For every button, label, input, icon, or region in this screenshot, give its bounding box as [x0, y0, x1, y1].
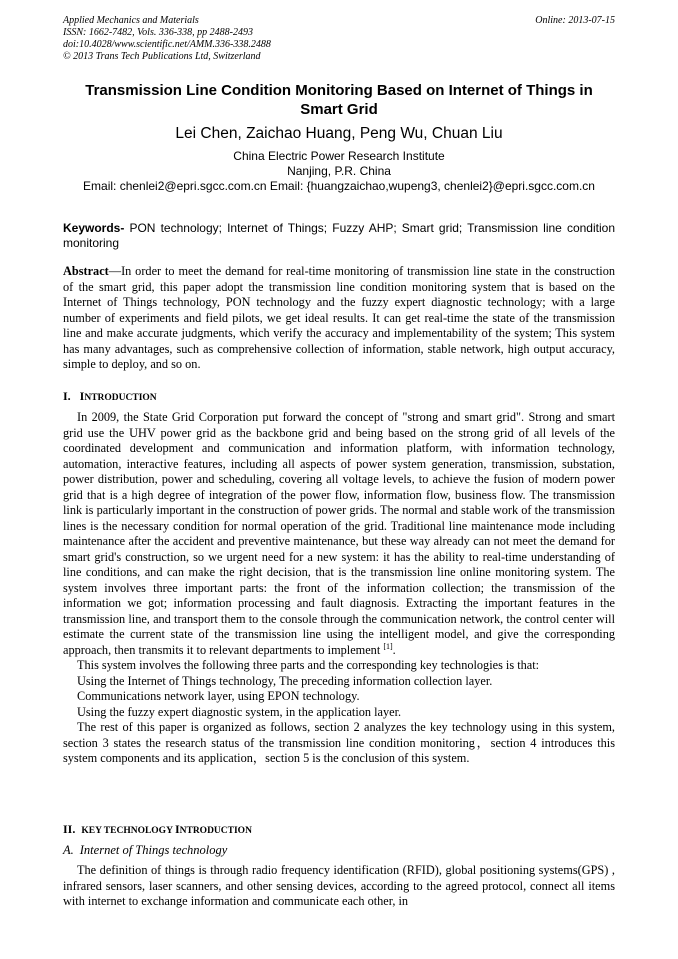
section-title-initial: I [79, 389, 85, 403]
keywords [63, 221, 615, 251]
copyright-line: © 2013 Trans Tech Publications Ltd, Switzerland [63, 51, 261, 62]
affiliation-institute: China Electric Power Research Institute [233, 149, 445, 163]
issn-line: ISSN: 1662-7482, Vols. 336-338, pp 2488-2493 [63, 27, 253, 38]
intro-paragraph-end: . [392, 642, 396, 657]
section-title-part1: KEY TECHNOLOGY [81, 826, 175, 836]
section-number: I. [63, 389, 71, 403]
section-number: II. [63, 822, 76, 836]
journal-header [63, 15, 615, 63]
intro-paragraph: The rest of this paper is organized as follows, section 2 analyzes the key technology using in this system, section 3 states the research status of the transmission line condition monitoring，section 4 introduces this system components and its application，section 5 is the conclusion of this system. [63, 720, 615, 765]
affiliation [40, 149, 638, 194]
iot-body [63, 863, 615, 910]
abstract [63, 264, 615, 373]
subsection-title: Internet of Things technology [79, 843, 228, 857]
abstract-text: —In order to meet the demand for real-time monitoring of transmission line state in the construction of the smart grid, this paper adopt the transmission line condition monitoring system that is based on the Internet of Things technology, PON technology and the fuzzy expert diagnostic technology; with a large number of experiments and field pilots, we get ideal results. It can get real-time the state of the transmission line and make accurate judgments, which verify the accuracy and implementability of the system; This system has many advantages, such as comprehensive collection of information, stable network, high output accuracy, simple to deploy, and so on. [63, 264, 615, 371]
online-date: Online: 2013-07-15 [535, 15, 615, 26]
subsection-number: A. [63, 843, 74, 857]
section-heading-introduction [63, 389, 157, 406]
affiliation-location: Nanjing, P.R. China [287, 164, 391, 178]
list-item: Communications network layer, using EPON technology. [77, 689, 360, 703]
section-title-rest: NTRODUCTION [84, 393, 157, 403]
intro-paragraph: This system involves the following three parts and the corresponding key technologies is that: [77, 658, 540, 672]
introduction-body [63, 410, 615, 767]
journal-name: Applied Mechanics and Materials [63, 15, 199, 26]
abstract-label: Abstract [63, 264, 109, 278]
section-heading-key-technology [63, 822, 252, 839]
section-title-part2: NTRODUCTION [179, 826, 252, 836]
affiliation-emails: Email: chenlei2@epri.sgcc.com.cn Email: {huangzaichao,wupeng3, chenlei2}@epri.sgcc.com.cn [83, 179, 595, 193]
intro-paragraph-text: In 2009, the State Grid Corporation put forward the concept of "strong and smart grid". Strong and smart grid use the UHV power grid as the backbone grid and being based on the strong grid of all levels of the coordinated development and communication and information platform, with information technology, automation, interactive features, including all aspects of power system generation, transmission, substation, power distribution, power and scheduling, covering all voltage levels, to achieve the fusion of modern power grid that is a high degree of integration of the power flow, information flow, business flow. The transmission link is particularly important in the construction of power grids. The normal and stable work of the transmission lines is the necessary condition for normal operation of the grid. Traditional line maintenance mode including maintenance after the accident and preventive maintenance, but these way already can not meet the demand for smart grid's construction, so we urgent need for a new system: it has the ability to real-time understanding of line conditions, and can make the right decision, that is the transmission line online monitoring system. The system involves three important parts: the front of the information collection; the transmission of the information we got; information processing and fault diagnosis. Extracting the important features in the transmission line, and transport them to the console through the communication network, the control center will estimate the current state of the transmission line using the intelligent model, and give the corresponding approach, then transmits it to relevant departments to implement [63, 410, 615, 657]
list-item: Using the Internet of Things technology, The preceding information collection layer. [77, 673, 493, 688]
keywords-label: Keywords- [63, 221, 125, 235]
author-list: Lei Chen, Zaichao Huang, Peng Wu, Chuan Liu [175, 125, 503, 142]
list-item: Using the fuzzy expert diagnostic system, in the application layer. [77, 704, 402, 719]
iot-paragraph: The definition of things is through radio frequency identification (RFID), global positioning systems(GPS) , infrared sensors, laser scanners, and other sensing devices, according to the agreed protocol, connect all items with internet to exchange information and communicate each other, in [63, 863, 615, 908]
doi-line: doi:10.4028/www.scientific.net/AMM.336-338.2488 [63, 39, 271, 50]
paper-title: Transmission Line Condition Monitoring Based on Internet of Things in Smart Grid [85, 82, 593, 118]
intro-paragraph [63, 410, 615, 658]
citation: [1] [383, 641, 393, 651]
section-title-initial: I [174, 822, 180, 836]
keywords-text: PON technology; Internet of Things; Fuzzy AHP; Smart grid; Transmission line condition monitoring [63, 221, 615, 250]
subsection-heading [63, 843, 227, 858]
